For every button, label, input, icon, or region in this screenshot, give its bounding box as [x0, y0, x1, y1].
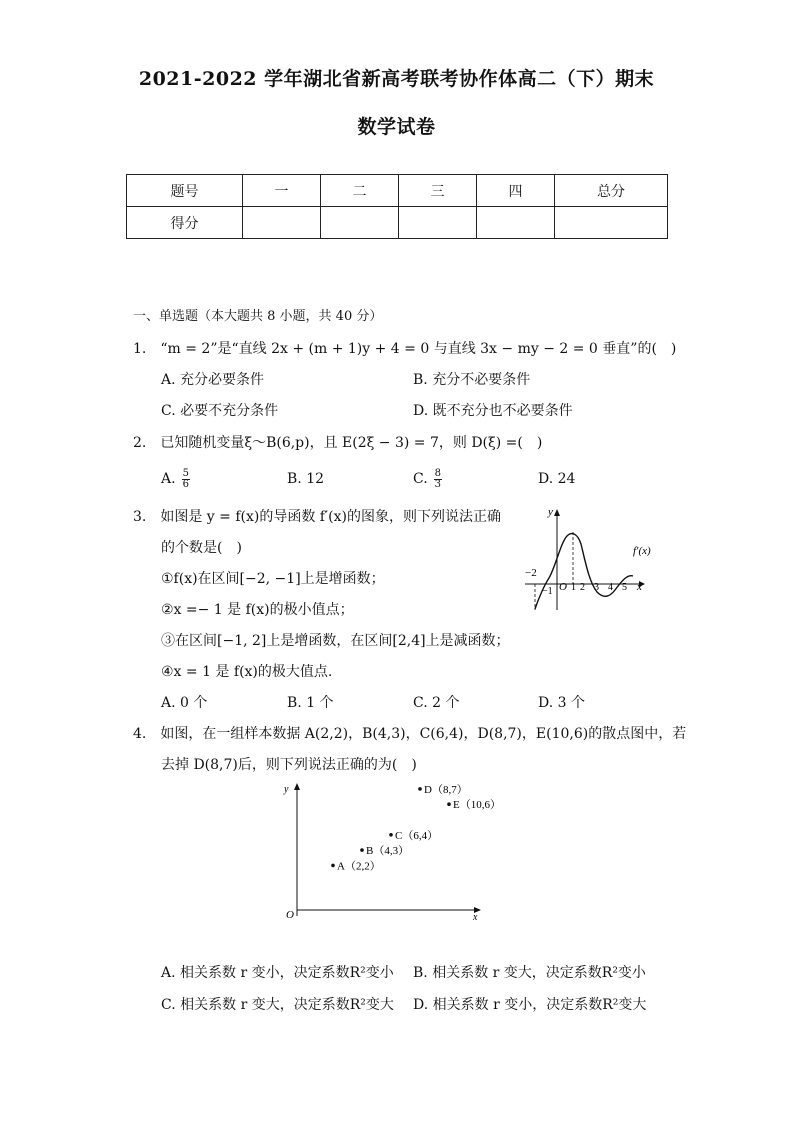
q2-option-d: D. 24 [538, 471, 576, 487]
x-axis-label: x [637, 581, 642, 593]
q2-option-c-label: C. [413, 471, 428, 487]
q2-option-a-label: A. [161, 471, 176, 487]
q3-stem-line2: 的个数是( ) [161, 540, 242, 556]
q2-option-a [161, 465, 190, 493]
exam-title-line1: 2021-2022 学年湖北省新高考联考协作体高二（下）期末 [138, 68, 655, 90]
score-table [126, 174, 668, 239]
table-cell [477, 207, 555, 239]
score-table-header-row [127, 175, 668, 207]
fraction [182, 469, 190, 490]
tick-label: 4 [608, 582, 613, 593]
q3-option-b: B. 1 个 [287, 695, 334, 711]
q1-option-d: D. 既不充分也不必要条件 [413, 403, 573, 419]
y-axis-arrow-icon [554, 509, 560, 516]
table-cell: 得分 [127, 207, 243, 239]
q3-statement-1: ①f(x)在区间[−2, −1]上是增函数； [161, 571, 385, 587]
q3-option-a: A. 0 个 [161, 695, 208, 711]
scatter-label-d: D（8,7） [424, 783, 468, 796]
scatter-point-e [447, 802, 451, 806]
table-cell [243, 207, 321, 239]
q2-stem: 2. 已知随机变量ξ～B(6,p)，且 E(2ξ − 3) = 7，则 D(ξ) =( ) [133, 435, 543, 451]
scatter-plot [278, 778, 501, 924]
tick-label: 5 [622, 582, 627, 593]
section-heading: 一、单选题（本大题共 8 小题，共 40 分） [133, 309, 383, 324]
fraction [434, 469, 442, 490]
q1-option-b: B. 充分不必要条件 [413, 372, 531, 388]
tick-label: 3 [594, 582, 599, 593]
curve-label: f′(x) [633, 545, 651, 557]
scatter-label-b: B（4,3） [366, 845, 410, 858]
scatter-point-b [360, 848, 364, 852]
x-axis-label: x [473, 912, 478, 923]
origin-label: O [286, 909, 294, 921]
fraction-numerator: 8 [434, 467, 442, 479]
y-axis-arrow-icon [294, 783, 300, 790]
table-cell: 一 [243, 175, 321, 207]
q3-option-c: C. 2 个 [413, 695, 460, 711]
derivative-graph [515, 502, 675, 614]
q4-option-a: A. 相关系数 r 变小，决定系数R²变小 [161, 965, 394, 981]
q1-option-a: A. 充分必要条件 [161, 372, 265, 388]
q1-stem: 1. “m = 2”是“直线 2x + (m + 1)y + 4 = 0 与直线 3x − my − 2 = 0 垂直”的( ) [133, 341, 677, 357]
tick-label: 2 [580, 582, 585, 593]
table-cell: 总分 [555, 175, 668, 207]
q3-statement-2: ②x =− 1 是 f(x)的极小值点； [161, 602, 354, 618]
tick-label: 1 [571, 582, 576, 593]
scatter-point-d [418, 787, 422, 791]
scatter-label-e: E（10,6） [453, 799, 501, 812]
fraction-denominator: 3 [434, 478, 442, 490]
table-cell: 四 [477, 175, 555, 207]
q4-stem-line1: 4. 如图，在一组样本数据 A(2,2)，B(4,3)，C(6,4)，D(8,7)，E(10,6)的散点图中，若 [133, 726, 687, 742]
q4-option-c: C. 相关系数 r 变大，决定系数R²变大 [161, 997, 394, 1013]
q3-option-d: D. 3 个 [538, 695, 585, 711]
fraction-denominator: 6 [182, 478, 189, 490]
q3-statement-4: ④x = 1 是 f(x)的极大值点. [161, 664, 333, 680]
tick-label: −1 [542, 586, 553, 597]
fraction-numerator: 5 [182, 467, 189, 479]
scatter-points [331, 783, 501, 873]
y-axis-label: y [548, 506, 553, 518]
q3-statement-3: ③在区间[−1, 2]上是增函数，在区间[2,4]上是减函数； [161, 633, 510, 649]
scatter-point-c [389, 833, 393, 837]
q3-stem-line1: 3. 如图是 y = f(x)的导函数 f′(x)的图象，则下列说法正确 [133, 509, 501, 525]
q2-option-b: B. 12 [287, 471, 325, 487]
q4-option-d: D. 相关系数 r 变小，决定系数R²变大 [413, 997, 647, 1013]
q4-stem-line2: 去掉 D(8,7)后，则下列说法正确的为( ) [161, 757, 417, 773]
table-cell: 题号 [127, 175, 243, 207]
q4-option-b: B. 相关系数 r 变大，决定系数R²变小 [413, 965, 646, 981]
table-cell [321, 207, 399, 239]
score-table-score-row [127, 207, 668, 239]
exam-title-line2: 数学试卷 [357, 116, 436, 138]
y-axis-label: y [284, 784, 289, 795]
tick-label: −2 [525, 567, 537, 579]
q1-option-c: C. 必要不充分条件 [161, 403, 279, 419]
derivative-curve [535, 534, 633, 609]
table-cell [555, 207, 668, 239]
table-cell [399, 207, 477, 239]
table-cell: 三 [399, 175, 477, 207]
scatter-label-a: A（2,2） [337, 860, 381, 873]
scatter-point-a [331, 864, 335, 868]
q2-option-c [413, 465, 442, 493]
table-cell: 二 [321, 175, 399, 207]
scatter-label-c: C（6,4） [395, 829, 439, 842]
origin-label: O [559, 581, 567, 593]
